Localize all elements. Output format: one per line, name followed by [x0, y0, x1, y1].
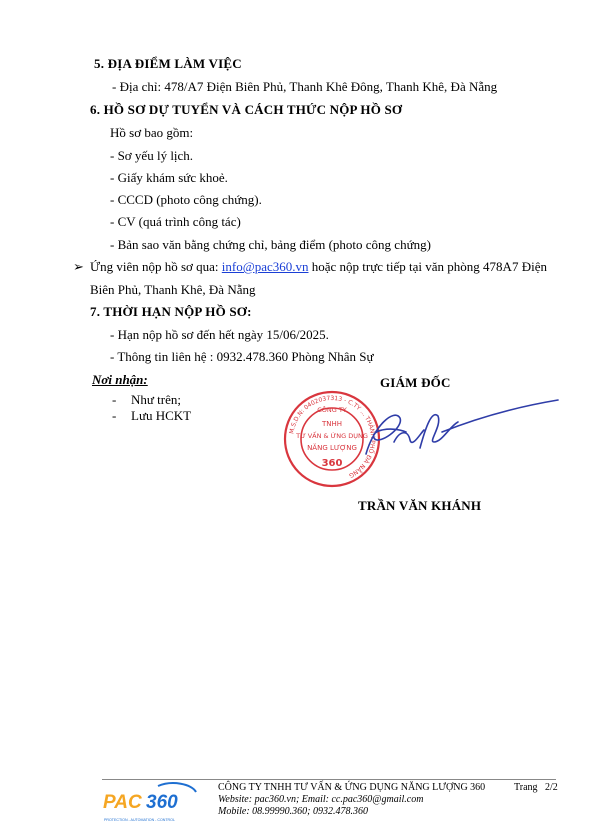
stamp-text: 360 [321, 458, 343, 469]
document-item: - Giấy khám sức khoẻ. [110, 170, 228, 185]
signer-name: TRẦN VĂN KHÁNH [358, 498, 482, 513]
submit-prefix: Ứng viên nộp hồ sơ qua: [90, 259, 222, 274]
documents-intro: Hồ sơ bao gồm: [110, 125, 194, 140]
logo-text: PAC [103, 792, 142, 813]
deadline-text: - Hạn nộp hồ sơ đến hết ngày 15/06/2025. [110, 327, 329, 342]
submit-instructions-line2: Biên Phủ, Thanh Khê, Đà Nẵng [90, 282, 256, 297]
logo-number: 360 [146, 792, 178, 813]
footer-website-email: Website: pac360.vn; Email: cc.pac360@gmail.com [218, 794, 424, 805]
company-stamp [285, 392, 379, 486]
submit-instructions [90, 259, 547, 275]
recipient-dash: - [112, 392, 117, 407]
section-5-heading: 5. ĐỊA ĐIỂM LÀM VIỆC [94, 56, 242, 71]
document-item: - CCCD (photo công chứng). [110, 192, 262, 207]
stamp-ring-text: M.S.D.N: 0402037313 - C.TY ... THÀNH PHỐ ĐÀ NẴNG [288, 394, 377, 479]
document-item: - Sơ yếu lý lịch. [110, 148, 194, 163]
signer-title: GIÁM ĐỐC [380, 375, 451, 390]
recipient-item: Như trên; [131, 392, 182, 407]
recipient-dash: - [112, 408, 117, 423]
stamp-text: TƯ VẤN & ỨNG DỤNG [296, 432, 368, 440]
handwritten-signature [366, 400, 558, 454]
arrow-bullet-icon: ➢ [73, 259, 84, 274]
page-label: Trang [514, 782, 538, 793]
logo-swoosh [158, 783, 196, 792]
recipient-item: Lưu HCKT [131, 408, 192, 423]
stamp-text: NĂNG LƯỢNG [307, 444, 357, 452]
company-stamp-and-signature [282, 386, 562, 496]
footer-company: CÔNG TY TNHH TƯ VẤN & ỨNG DỤNG NĂNG LƯỢNG 360 [218, 782, 486, 793]
email-link[interactable]: info@pac360.vn [221, 259, 309, 274]
submit-suffix: hoặc nộp trực tiếp tại văn phòng 478A7 Điện [308, 259, 547, 274]
recipients-label: Nơi nhận: [92, 372, 148, 387]
document-item: - CV (quá trình công tác) [110, 214, 241, 229]
document-item: - Bản sao văn bằng chứng chỉ, bảng điểm (photo công chứng) [110, 237, 431, 252]
page-number: 2/2 [545, 782, 558, 793]
contact-text: - Thông tin liên hệ : 0932.478.360 Phòng Nhân Sự [110, 349, 374, 364]
footer-mobile: Mobile: 08.99990.360; 0932.478.360 [218, 806, 368, 817]
section-6-heading: 6. HỒ SƠ DỰ TUYỂN VÀ CÁCH THỨC NỘP HỒ SƠ [90, 102, 403, 117]
section-7-heading: 7. THỜI HẠN NỘP HỒ SƠ: [90, 304, 252, 319]
section-5-address: - Địa chỉ: 478/A7 Điện Biên Phủ, Thanh Khê Đông, Thanh Khê, Đà Nẵng [112, 79, 498, 94]
stamp-text: TNHH [321, 420, 343, 428]
company-logo [100, 780, 200, 828]
stamp-text: CÔNG TY [317, 406, 347, 414]
logo-tagline: PROTECTION - AUTOMATION - CONTROL [104, 818, 175, 822]
